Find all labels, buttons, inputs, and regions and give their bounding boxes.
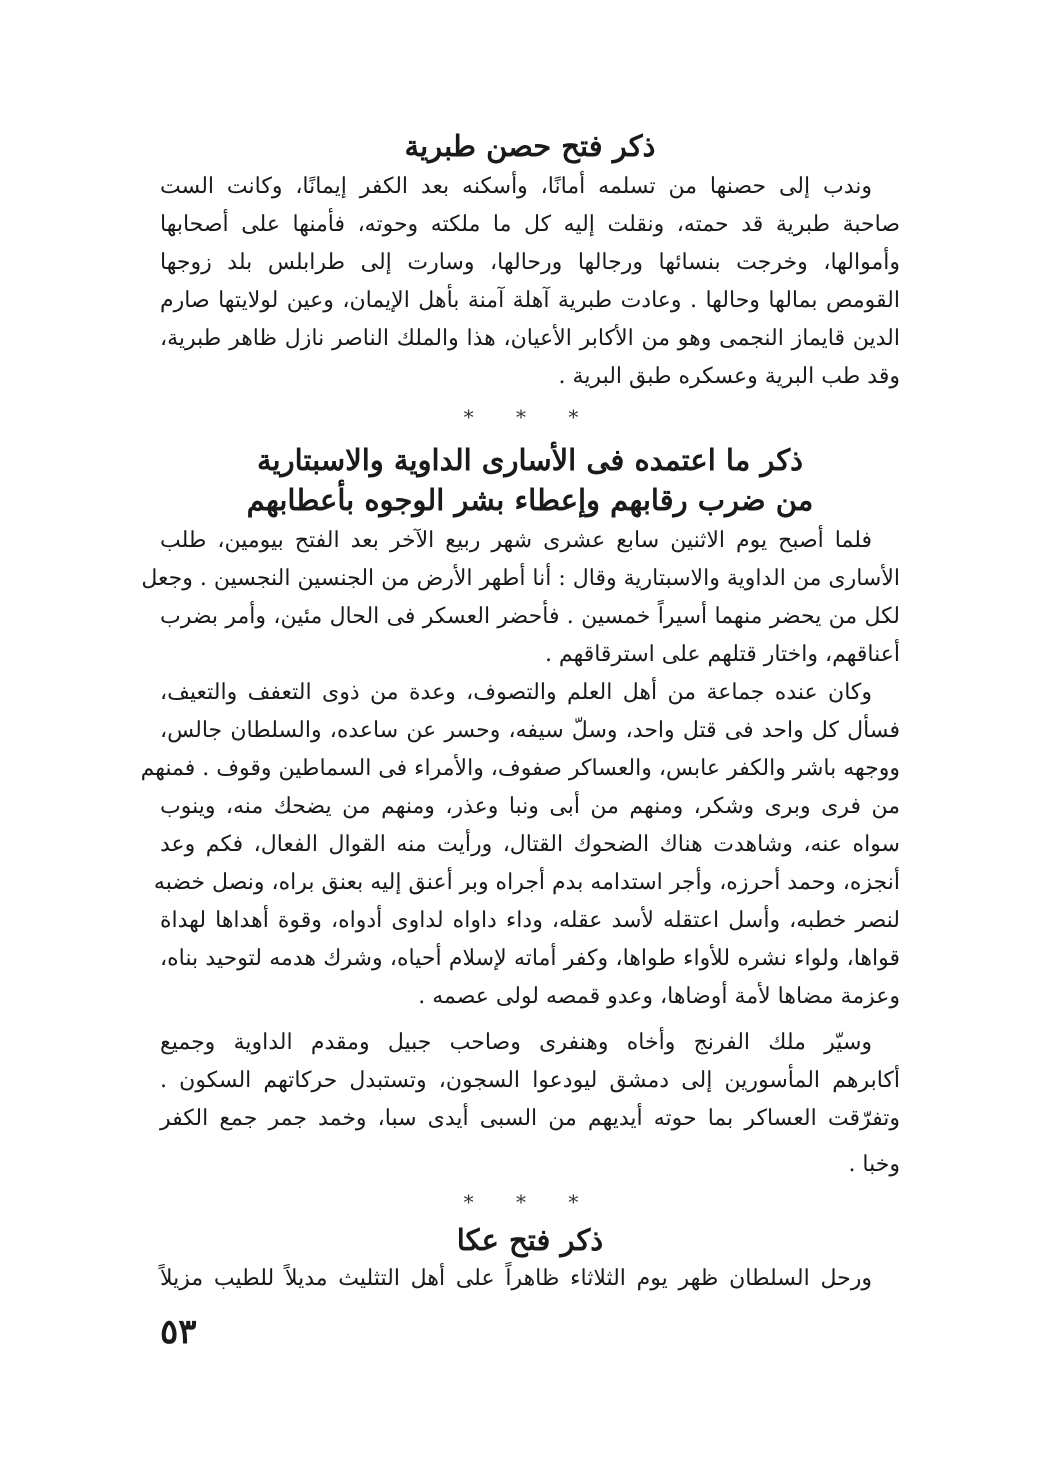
text-line: وندب إلى حصنها من تسلمه أمانًا، وأسكنه بعد الكفر إيمانًا، وكانت الست [160,174,872,199]
text-line: فلما أصبح يوم الاثنين سابع عشرى شهر ربيع الآخر بعد الفتح بيومين، طلب [160,528,872,553]
text-line: وخبا . [848,1152,900,1177]
section-heading: ذكر ما اعتمده فى الأسارى الداوية والاسبتارية [256,443,804,477]
text-line: قواها، ولواء نشره للأواء طواها، وكفر أماته لإسلام أحياه، وشرك هدمه لتوحيد بناه، [160,946,900,971]
section-heading-line-2: من ضرب رقابهم وإعطاء بشر الوجوه بأعطابهم [246,483,814,517]
text-line: أنجزه، وحمد أحرزه، وأجر استدامه بدم أجراه وبر أعنق إليه بعنق براه، ونصل خضبه [153,870,900,895]
text-line: وتفرّقت العساكر بما حوته أيديهم من السبى أيدى سبا، وخمد جمر جمع الكفر [160,1106,900,1131]
section-separator: * * * [463,405,597,429]
text-line: ورحل السلطان ظهر يوم الثلاثاء ظاهراً على أهل التثليث مديلاً للطيب مزيلاً [160,1266,872,1291]
text-line: وقد طب البرية وعسكره طبق البرية . [558,364,900,389]
text-line: لنصر خطبه، وأسل اعتقله لأسد عقله، وداء داواه لداوى أدواه، وقوة أهداها لهداة [160,908,900,933]
text-line: وسيّر ملك الفرنج وأخاه وهنفرى وصاحب جبيل ومقدم الداوية وجميع [160,1030,872,1055]
text-line: صاحبة طبرية قد حمته، ونقلت إليه كل ما ملكته وحوته، فأمنها على أصحابها [160,212,900,237]
section-separator: * * * [463,1190,597,1214]
text-line: من فرى وبرى وشكر، ومنهم من أبى ونبا وعذر، ومنهم من يضحك منه، وينوب [160,794,900,819]
text-line: ووجهه باشر والكفر عابس، والعساكر صفوف، والأمراء فى السماطين وقوف . فمنهم [140,756,900,781]
text-line: فسأل كل واحد فى قتل واحد، وسلّ سيفه، وحسر عن ساعده، والسلطان جالس، [160,718,900,743]
text-line: سواه عنه، وشاهدت هناك الضحوك القتال، ورأيت منه القوال الفعال، فكم وعد [160,832,900,857]
text-line: أكابرهم المأسورين إلى دمشق ليودعوا السجون، وتستبدل حركاتهم السكون . [160,1068,900,1093]
text-line: وكان عنده جماعة من أهل العلم والتصوف، وعدة من ذوى التعفف والتعيف، [160,680,872,705]
text-line: القومص بمالها وحالها . وعادت طبرية آهلة آمنة بأهل الإيمان، وعين لولايتها صارم [160,288,900,313]
section-heading: ذكر فتح حصن طبرية [404,129,656,163]
text-line: وعزمة مضاها لأمة أوضاها، وعدو قمصه لولى عصمه . [418,984,900,1009]
text-line: الأسارى من الداوية والاسبتارية وقال : أنا أطهر الأرض من الجنسين النجسين . وجعل [141,566,900,591]
text-line: لكل من يحضر منهما أسيراً خمسين . فأحضر العسكر فى الحال مئين، وأمر بضرب [160,604,900,629]
section-heading: ذكر فتح عكا [456,1223,604,1257]
text-line: وأموالها، وخرجت بنسائها ورجالها ورحالها، وسارت إلى طرابلس بلد زوجها [160,250,900,275]
text-line: أعناقهم، واختار قتلهم على استرقاقهم . [544,642,900,667]
page-number: ٥٣ [160,1312,197,1352]
text-line: الدين قايماز النجمى وهو من الأكابر الأعيان، هذا والملك الناصر نازل ظاهر طبرية، [160,326,900,351]
